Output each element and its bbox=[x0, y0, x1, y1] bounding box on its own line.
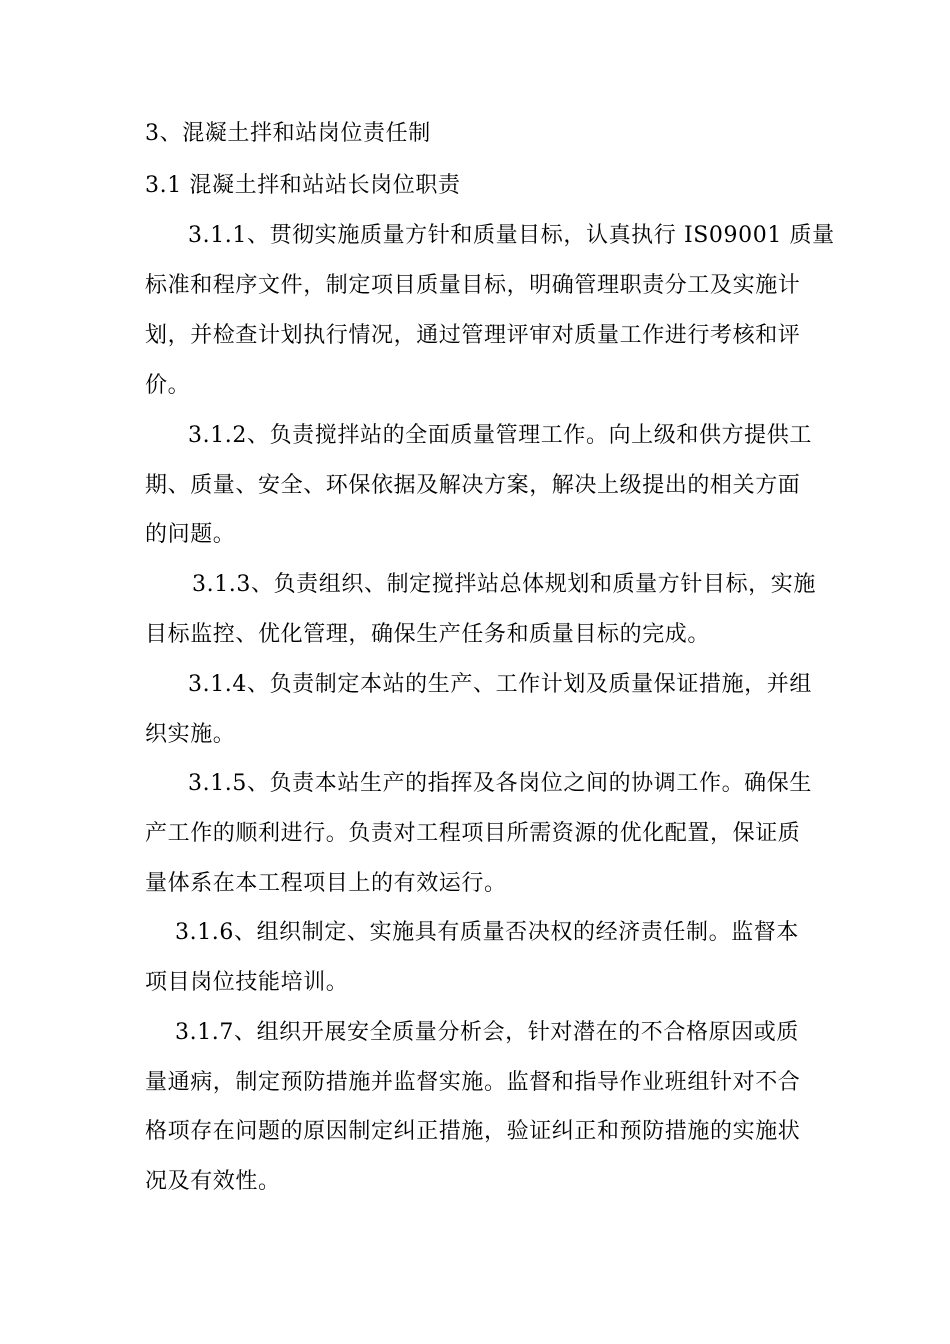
paragraph-line: 3.1.5、负责本站生产的指挥及各岗位之间的协调工作。确保生 bbox=[188, 771, 812, 796]
paragraph-line: 期、质量、安全、环保依据及解决方案，解决上级提出的相关方面 bbox=[145, 473, 801, 498]
paragraph-line: 目标监控、优化管理，确保生产任务和质量目标的完成。 bbox=[145, 622, 711, 647]
paragraph-line: 3.1.1、贯彻实施质量方针和质量目标，认真执行 IS09001 质量 bbox=[188, 223, 835, 248]
paragraph-line: 格项存在问题的原因制定纠正措施，验证纠正和预防措施的实施状 bbox=[145, 1119, 801, 1144]
paragraph-line: 价。 bbox=[145, 373, 191, 398]
paragraph-line: 3.1.4、负责制定本站的生产、工作计划及质量保证措施，并组 bbox=[188, 672, 812, 697]
section-title: 3、混凝土拌和站岗位责任制 bbox=[145, 121, 431, 146]
subsection-title: 3.1 混凝土拌和站站长岗位职责 bbox=[145, 173, 461, 198]
paragraph-line: 织实施。 bbox=[145, 722, 236, 747]
paragraph-line: 3.1.3、负责组织、制定搅拌站总体规划和质量方针目标，实施 bbox=[192, 572, 816, 597]
paragraph-line: 的问题。 bbox=[145, 522, 236, 547]
paragraph-line: 量体系在本工程项目上的有效运行。 bbox=[145, 871, 507, 896]
paragraph-line: 标准和程序文件，制定项目质量目标，明确管理职责分工及实施计 bbox=[145, 273, 801, 298]
paragraph-line: 划，并检查计划执行情况，通过管理评审对质量工作进行考核和评 bbox=[145, 323, 801, 348]
paragraph-line: 3.1.2、负责搅拌站的全面质量管理工作。向上级和供方提供工 bbox=[188, 423, 812, 448]
paragraph-line: 项目岗位技能培训。 bbox=[145, 970, 349, 995]
paragraph-line: 3.1.7、组织开展安全质量分析会，针对潜在的不合格原因或质 bbox=[175, 1020, 799, 1045]
paragraph-line: 量通病，制定预防措施并监督实施。监督和指导作业班组针对不合 bbox=[145, 1070, 801, 1095]
paragraph-line: 3.1.6、组织制定、实施具有质量否决权的经济责任制。监督本 bbox=[175, 920, 799, 945]
paragraph-line: 况及有效性。 bbox=[145, 1169, 281, 1194]
paragraph-line: 产工作的顺利进行。负责对工程项目所需资源的优化配置，保证质 bbox=[145, 821, 801, 846]
